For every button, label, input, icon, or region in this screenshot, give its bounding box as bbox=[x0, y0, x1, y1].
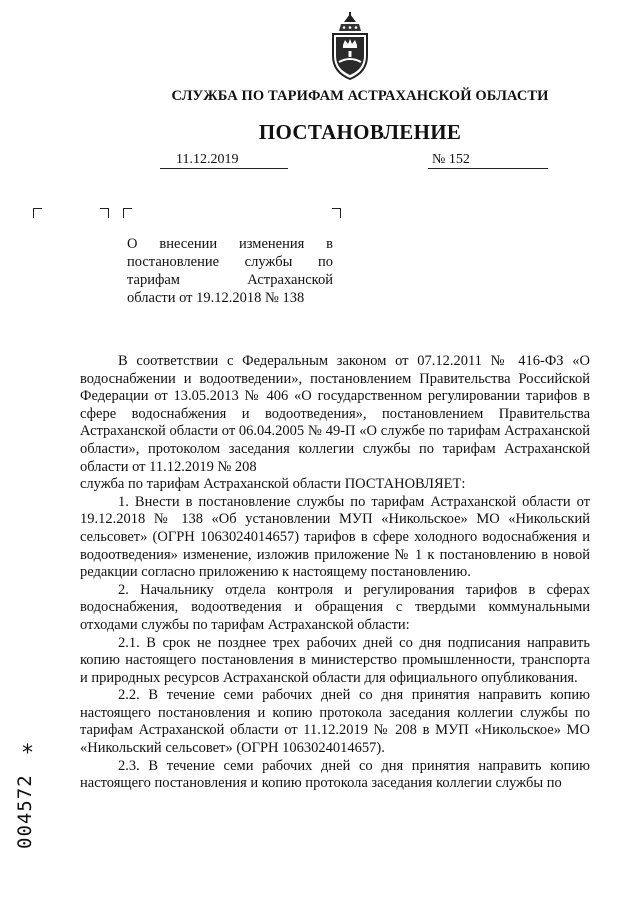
clause-2-3: 2.3. В течение семи рабочих дней со дня принятия направить копию настоящего постановления и копию протокола заседания коллегии службы по bbox=[80, 757, 590, 792]
preamble-paragraph: В соответствии с Федеральным законом от 07.12.2011 № 416-ФЗ «О водоснабжении и водоотведении», постановлением Правительства Российской Федерации от 13.05.2013 № 406 «О государственном регулировании тарифов в сфере водоснабжения и водоотведения», постановлением Правительства Астраханской области от 06.04.2005 № 49-П «О службе по тарифам Астраханской области», протоколом заседания коллегии службы по тарифам Астраханской области от 11.12.2019 № 208 bbox=[80, 353, 590, 475]
subject-line: постановление службы по bbox=[127, 254, 333, 270]
document-number: № 152 bbox=[428, 152, 548, 169]
margin-corner-mark bbox=[33, 208, 42, 218]
stamp-number: 004572 bbox=[14, 774, 36, 849]
margin-corner-mark bbox=[123, 208, 132, 218]
clause-2-1: 2.1. В срок не позднее трех рабочих дней со дня подписания направить копию настоящего постановления в министерство промышленности, транспорта и природных ресурсов Астраханской области для официального опубликования. bbox=[80, 634, 590, 686]
clause-1: 1. Внести в постановление службы по тарифам Астраханской области от 19.12.2018 № 138 «Об установлении МУП «Никольское» МО «Никольский сельсовет» (ОГРН 1063024014657) тарифов в сфере холодного водоснабжения и водоотведения» изменение, изложив приложение № 1 к постановлению в новой редакции согласно приложению к настоящему постановлению. bbox=[80, 493, 590, 581]
document-type-title: ПОСТАНОВЛЕНИЕ bbox=[258, 120, 462, 144]
coat-of-arms-icon bbox=[328, 12, 372, 82]
subject-line: тарифам Астраханской bbox=[127, 272, 333, 288]
clause-2-2: 2.2. В течение семи рабочих дней со дня принятия направить копию настоящего постановления и копию протокола заседания коллегии службы по тарифам Астраханской области от 11.12.2019 № 208 в МУП «Никольское» МО «Никольский сельсовет» (ОГРН 1063024014657). bbox=[80, 687, 590, 757]
subject-line: области от 19.12.2018 № 138 bbox=[127, 290, 305, 306]
document-body bbox=[80, 353, 590, 793]
resolves-line: служба по тарифам Астраханской области ПОСТАНОВЛЯЕТ: bbox=[80, 476, 466, 493]
subject-line: О внесении изменения в bbox=[127, 236, 333, 252]
document-subject bbox=[127, 235, 333, 307]
stamp-star: * bbox=[22, 741, 33, 766]
margin-corner-mark bbox=[332, 208, 341, 218]
clause-2: 2. Начальнику отдела контроля и регулирования тарифов в сферах водоснабжения, водоотведения и обращения с твердыми коммунальными отходами службы по тарифам Астраханской области: bbox=[80, 581, 590, 633]
margin-corner-mark bbox=[100, 208, 109, 218]
agency-name: СЛУЖБА ПО ТАРИФАМ АСТРАХАНСКОЙ ОБЛАСТИ bbox=[171, 88, 549, 104]
document-date: 11.12.2019 bbox=[160, 152, 288, 169]
registration-stamp bbox=[13, 737, 47, 887]
